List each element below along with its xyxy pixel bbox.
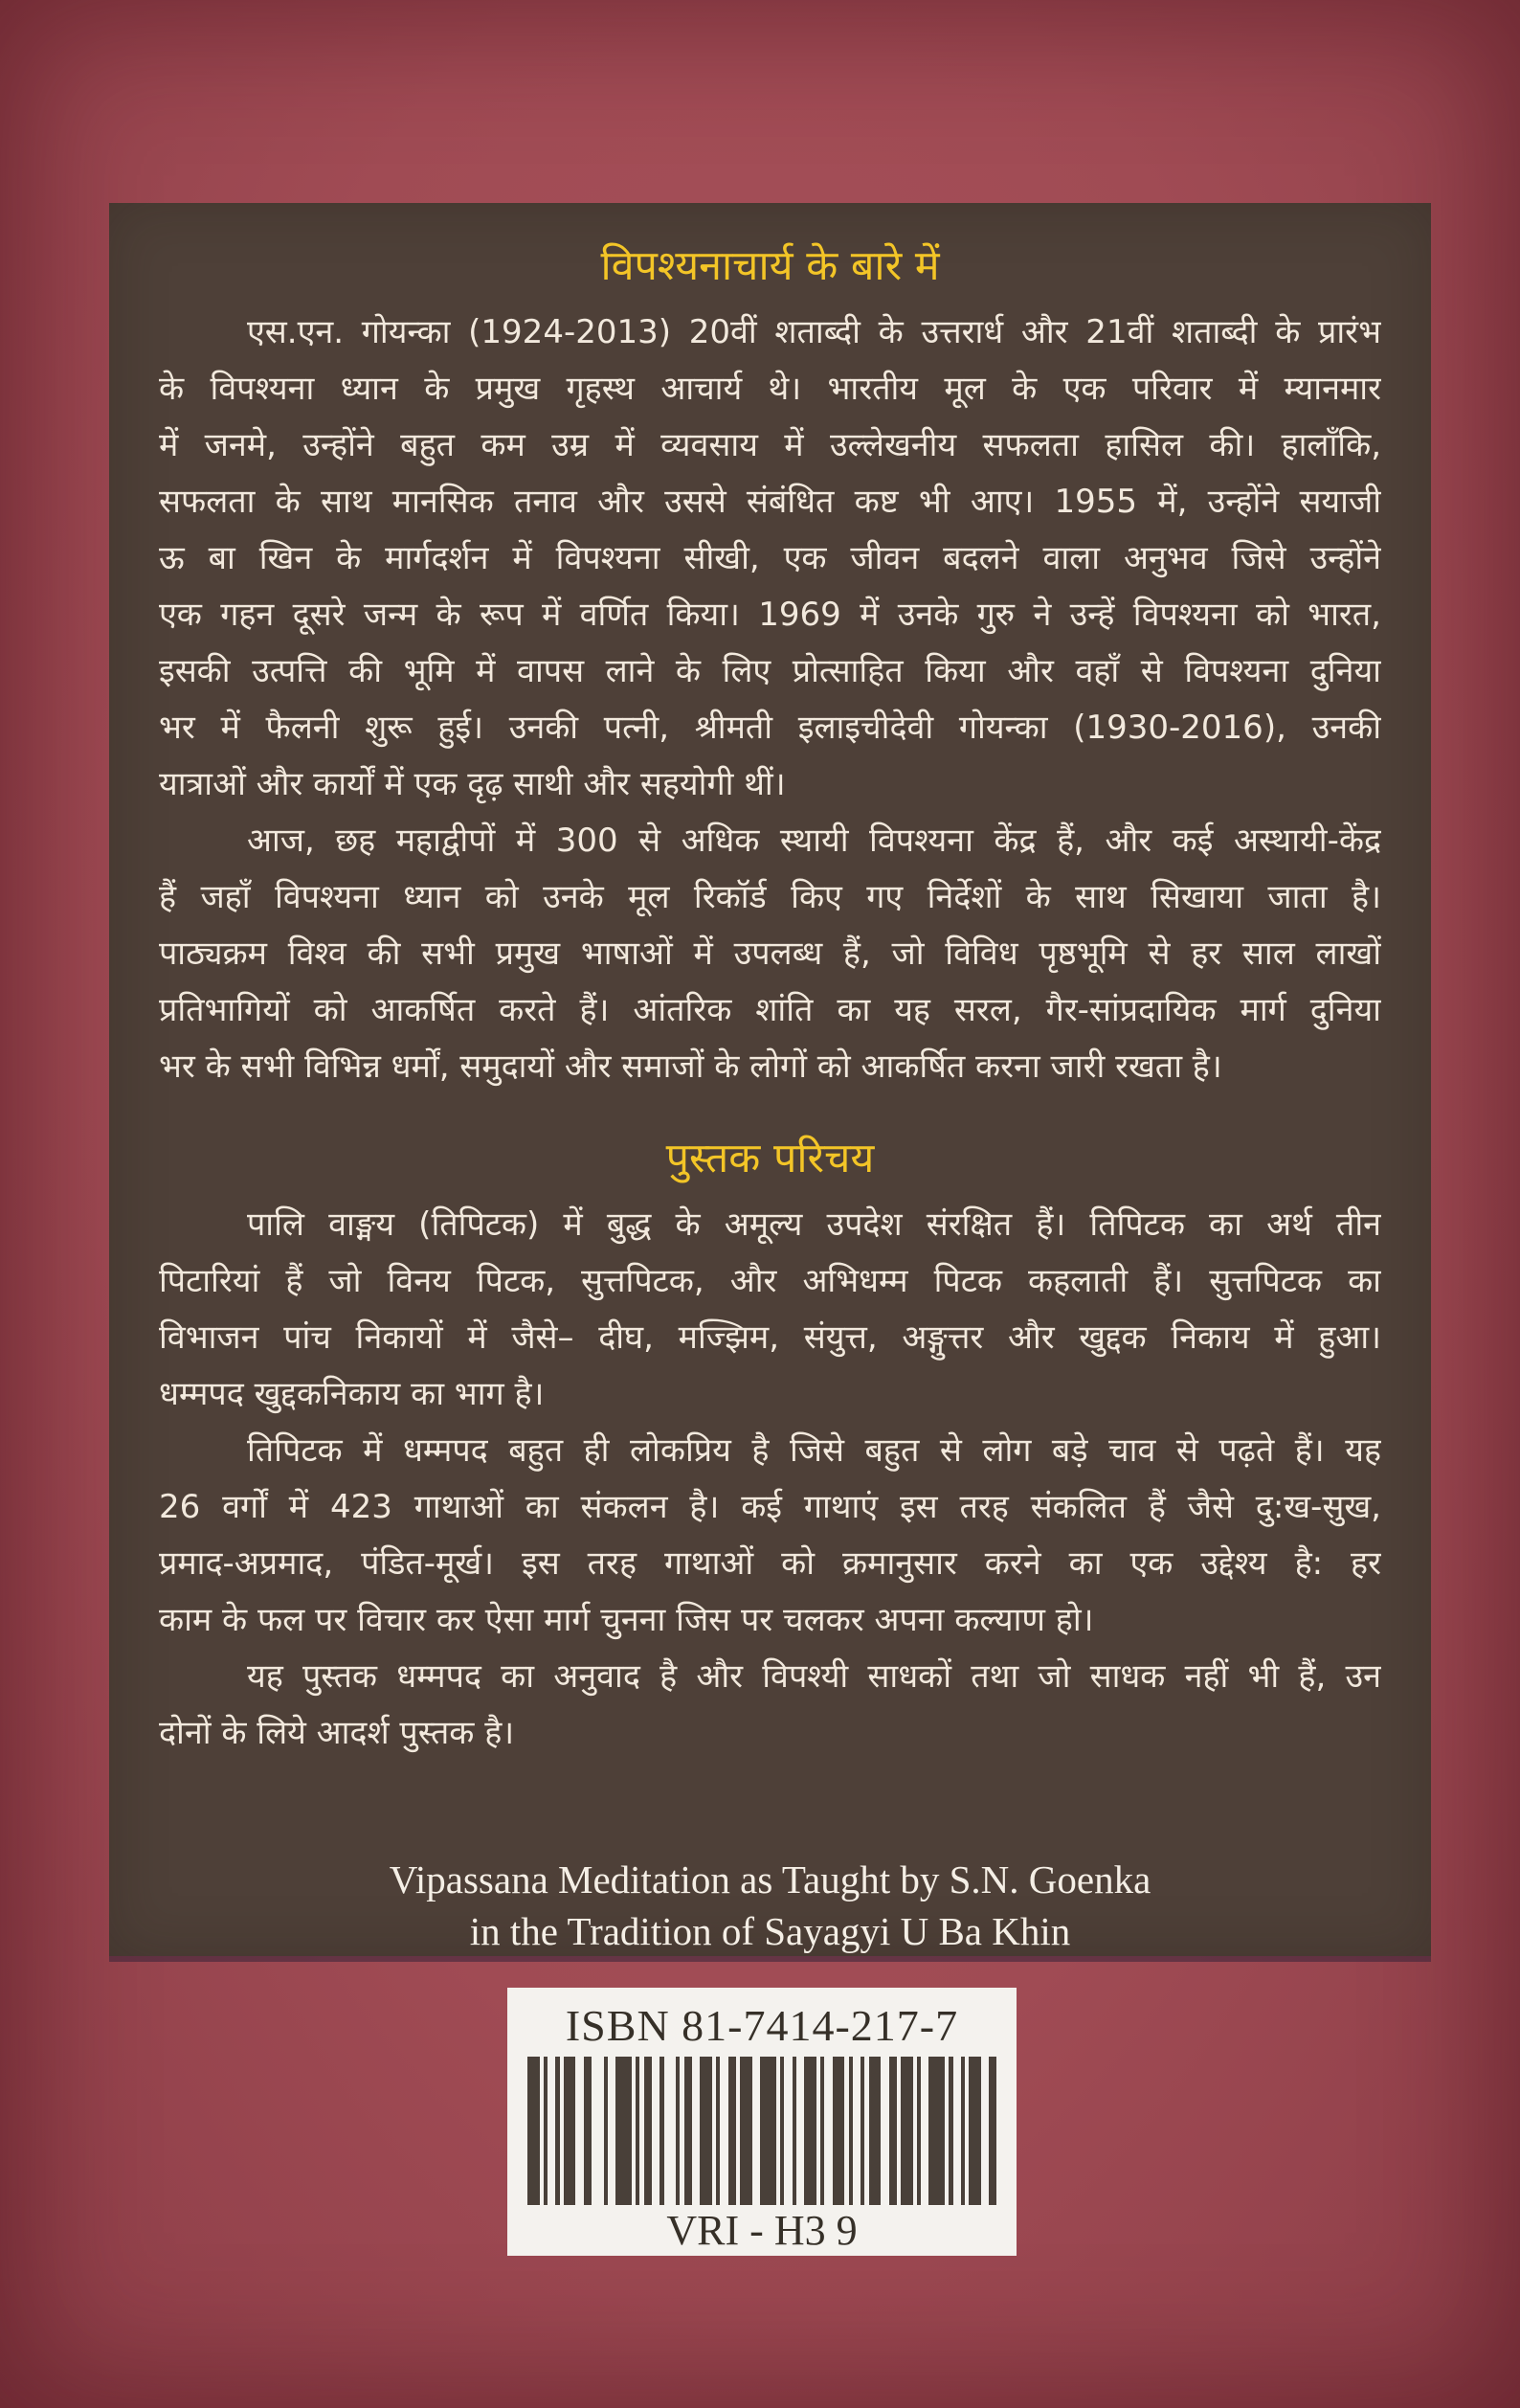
barcode-gap: [981, 2057, 989, 2205]
barcode-bar: [889, 2057, 897, 2205]
barcode-bar: [740, 2057, 752, 2205]
barcode-gap: [853, 2057, 861, 2205]
barcode-gap: [796, 2057, 804, 2205]
isbn-number: ISBN 81-7414-217-7: [565, 2001, 959, 2050]
paragraph: [159, 1423, 1381, 1649]
text-line: तिपिटक में धम्मपद बहुत ही लोकप्रिय है जिसे बहुत से लोग बड़े चाव से पढ़ते हैं। यह: [247, 1431, 1381, 1470]
barcode-gap: [608, 2057, 615, 2205]
back-cover-text-panel: [109, 203, 1431, 1956]
text-line: हैं जहाँ विपश्यना ध्यान को उनके मूल रिकॉर्ड किए गए निर्देशों के साथ सिखाया जाता है।: [159, 878, 1381, 916]
barcode-bar: [700, 2057, 712, 2205]
isbn-block: [507, 1988, 1017, 2256]
text-line: आज, छह महाद्वीपों में 300 से अधिक स्थायी विपश्यना केंद्र हैं, और कई अस्थायी-केंद्र: [247, 821, 1381, 860]
paragraph: [159, 304, 1381, 813]
text-line: पिटारियां हैं जो विनय पिटक, सुत्तपिटक, और अभिधम्म पिटक कहलाती हैं। सुत्तपिटक का: [159, 1262, 1381, 1300]
text-line: भर के सभी विभिन्न धर्मों, समुदायों और समाजों के लोगों को आकर्षित करना जारी रखता है।: [159, 1047, 1222, 1086]
text-line: धम्मपद खुद्दकनिकाय का भाग है।: [159, 1375, 545, 1413]
text-line: पाठ्यक्रम विश्व की सभी प्रमुख भाषाओं में उपलब्ध हैं, जो विविध पृष्ठभूमि से हर साल लाखों: [159, 934, 1381, 973]
text-line: विभाजन पांच निकायों में जैसे– दीघ, मज्झिम, संयुत्त, अङ्गुत्तर और खुद्दक निकाय में हुआ।: [159, 1318, 1381, 1357]
book-intro-paragraphs: [159, 1197, 1381, 1762]
paragraph: [159, 1197, 1381, 1423]
barcode-bar: [969, 2057, 981, 2205]
english-subtitle-line2: in the Tradition of Sayagyi U Ba Khin: [469, 1909, 1071, 1953]
text-line: एस.एन. गोयन्का (1924-2013) 20वीं शताब्दी के उत्तरार्ध और 21वीं शताब्दी के प्रारंभ: [247, 313, 1381, 351]
english-subtitle-line1: Vipassana Meditation as Taught by S.N. Goenka: [389, 1857, 1151, 1902]
barcode-gap: [692, 2057, 700, 2205]
barcode-gap: [652, 2057, 659, 2205]
text-line: यह पुस्तक धम्मपद का अनुवाद है और विपश्यी साधकों तथा जो साधक नहीं भी हैं, उन: [247, 1657, 1381, 1696]
barcode-bar: [564, 2057, 576, 2205]
barcode-gap: [575, 2057, 583, 2205]
book-intro-heading: पुस्तक परिचय: [665, 1135, 875, 1182]
english-subtitle: [159, 1854, 1381, 1957]
barcode-bar: [615, 2057, 632, 2205]
barcode-bar: [833, 2057, 845, 2205]
about-teacher-paragraphs: [159, 304, 1381, 1095]
text-line: इसकी उत्पत्ति की भूमि में वापस लाने के लिए प्रोत्साहित किया और वहाँ से विपश्यना दुनिया: [159, 652, 1381, 690]
text-line: के विपश्यना ध्यान के प्रमुख गृहस्थ आचार्य थे। भारतीय मूल के एक परिवार में म्यानमार: [159, 370, 1381, 408]
paragraph: [159, 813, 1381, 1095]
text-line: एक गहन दूसरे जन्म के रूप में वर्णित किया। 1969 में उनके गुरु ने उन्हें विपश्यना को भारत,: [159, 596, 1381, 634]
barcode-bar: [869, 2057, 882, 2205]
barcode-gap: [824, 2057, 832, 2205]
text-line: प्रतिभागियों को आकर्षित करते हैं। आंतरिक शांति का यह सरल, गैर-सांप्रदायिक मार्ग दुनिया: [159, 991, 1381, 1029]
text-line: भर में फैलनी शुरू हुई। उनकी पत्नी, श्रीमती इलाइचीदेवी गोयन्का (1930-2016), उनकी: [159, 709, 1381, 747]
text-line: सफलता के साथ मानसिक तनाव और उससे संबंधित कष्ट भी आए। 1955 में, उन्होंने सयाजी: [159, 483, 1381, 521]
barcode-gap: [592, 2057, 604, 2205]
barcode-bar: [901, 2057, 913, 2205]
barcode-bar: [760, 2057, 776, 2205]
barcode-bar: [584, 2057, 592, 2205]
barcode-gap: [921, 2057, 928, 2205]
text-line: ऊ बा खिन के मार्गदर्शन में विपश्यना सीखी, एक जीवन बदलने वाला अनुभव जिसे उन्होंने: [159, 539, 1381, 577]
barcode-gap: [752, 2057, 760, 2205]
text-line: दोनों के लिये आदर्श पुस्तक है।: [159, 1714, 515, 1752]
barcode-gap: [953, 2057, 961, 2205]
text-line: काम के फल पर विचार कर ऐसा मार्ग चुनना जिस पर चलकर अपना कल्याण हो।: [159, 1601, 1094, 1639]
barcode-bar: [527, 2057, 540, 2205]
barcode-gap: [548, 2057, 555, 2205]
barcode-gap: [881, 2057, 888, 2205]
text-line: में जनमे, उन्होंने बहुत कम उम्र में व्यवसाय में उल्लेखनीय सफलता हासिल की। हालाँकि,: [159, 426, 1381, 464]
barcode-bar: [728, 2057, 736, 2205]
barcode-gap: [784, 2057, 792, 2205]
barcode-bar: [644, 2057, 652, 2205]
publisher-code: VRI - H3 9: [666, 2207, 858, 2254]
about-teacher-heading: विपश्यनाचार्य के बारे में: [600, 242, 940, 290]
barcode-gap: [720, 2057, 727, 2205]
barcode-bar: [804, 2057, 816, 2205]
isbn-barcode: [527, 2057, 996, 2205]
barcode-gap: [664, 2057, 677, 2205]
text-line: पालि वाङ्मय (तिपिटक) में बुद्ध के अमूल्य उपदेश संरक्षित हैं। तिपिटक का अर्थ तीन: [247, 1205, 1381, 1244]
barcode-bar: [684, 2057, 692, 2205]
text-line: 26 वर्गों में 423 गाथाओं का संकलन है। कई गाथाएं इस तरह संकलित हैं जैसे दु:ख-सुख,: [159, 1488, 1381, 1526]
barcode-bar: [928, 2057, 945, 2205]
text-line: यात्राओं और कार्यों में एक दृढ़ साथी और सहयोगी थीं।: [159, 765, 786, 803]
barcode-bar: [989, 2057, 996, 2205]
paragraph: [159, 1649, 1381, 1762]
text-line: प्रमाद-अप्रमाद, पंडित-मूर्ख। इस तरह गाथाओं को क्रमानुसार करने का एक उद्देश्य है: हर: [159, 1544, 1381, 1583]
